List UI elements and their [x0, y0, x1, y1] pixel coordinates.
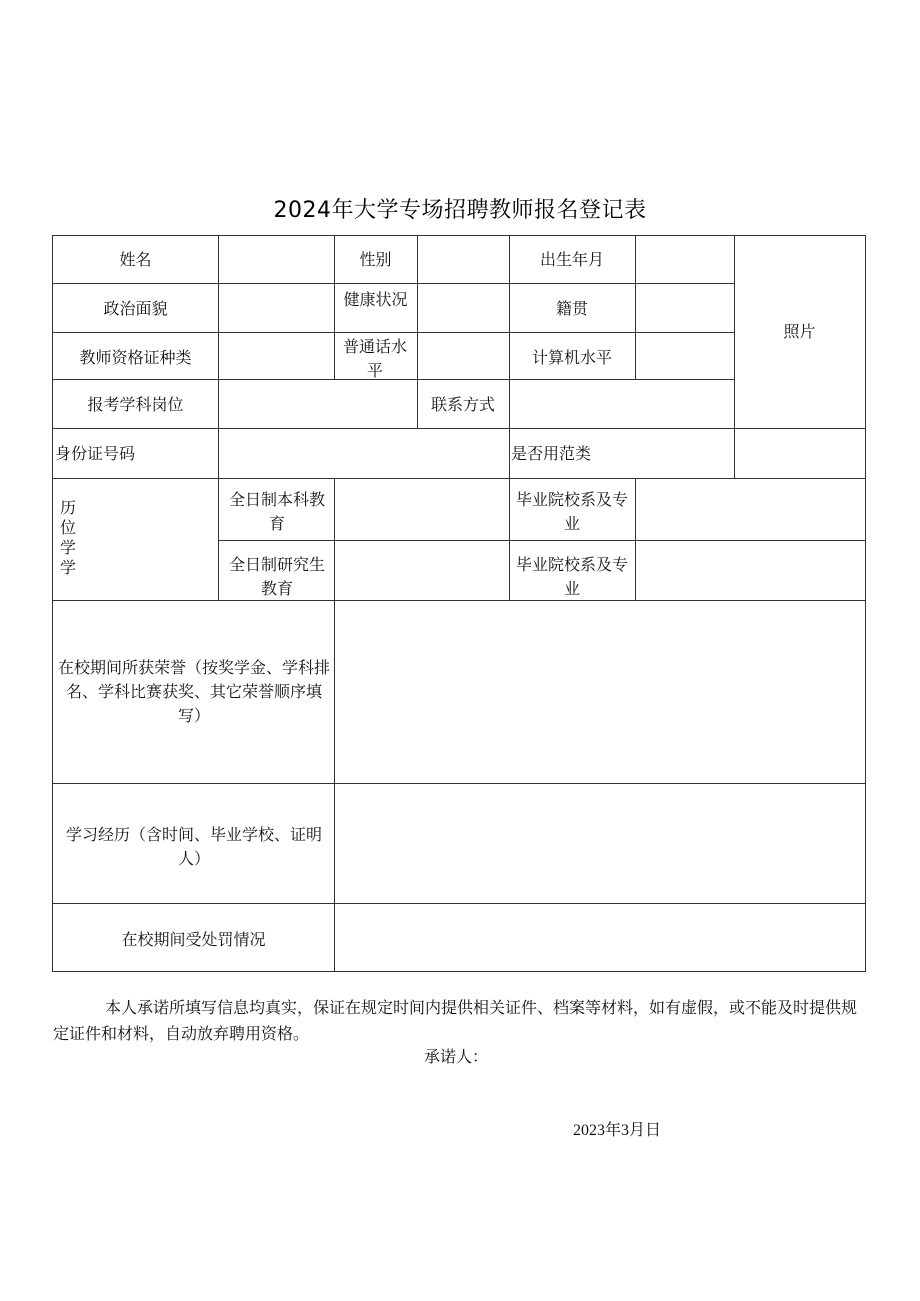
label-education: 历 位 学 学: [60, 498, 77, 577]
label-punishment: 在校期间受处罚情况: [121, 930, 266, 949]
label-cert-type: 教师资格证种类: [79, 348, 192, 367]
input-name[interactable]: [219, 237, 334, 283]
label-birth: 出生年月: [539, 250, 604, 269]
label-honors: 在校期间所获荣誉（按奖学金、学科排名、学科比赛获奖、其它荣誉顺序填写）: [57, 658, 330, 725]
input-graduate-school-graduate[interactable]: [636, 541, 865, 600]
input-honors[interactable]: [335, 601, 865, 783]
pledge-date: 2023年3月日: [573, 1122, 662, 1139]
input-computer[interactable]: [636, 333, 734, 379]
input-health[interactable]: [418, 284, 509, 332]
label-political: 政治面貌: [103, 299, 168, 318]
label-name: 姓名: [119, 250, 152, 269]
label-graduate-school-bachelor: 毕业院校系及专业: [515, 490, 628, 533]
form-title: 2024年大学专场招聘教师报名登记表: [273, 198, 647, 223]
signer-label: 承诺人：: [424, 1047, 489, 1066]
input-normal-class[interactable]: [735, 429, 865, 478]
input-graduate[interactable]: [335, 541, 509, 600]
input-study-history[interactable]: [335, 784, 865, 903]
input-punishment[interactable]: [335, 904, 865, 971]
label-graduate-school-graduate: 毕业院校系及专业: [515, 555, 628, 598]
input-mandarin[interactable]: [418, 333, 509, 379]
label-photo: 照片: [783, 322, 816, 341]
input-political[interactable]: [219, 284, 334, 332]
registration-form: [52, 235, 866, 972]
pledge-text: 本人承诺所填写信息均真实，保证在规定时间内提供相关证件、档案等材料，如有虚假，或不能及时提供规定证件和材料，自动放弃聘用资格。: [53, 998, 858, 1043]
input-gender[interactable]: [418, 237, 509, 283]
input-contact[interactable]: [510, 380, 734, 428]
label-health: 健康状况: [343, 290, 408, 309]
label-id-number: 身份证号码: [55, 444, 136, 463]
label-computer: 计算机水平: [531, 348, 612, 367]
label-fulltime-bachelor: 全日制本科教育: [228, 490, 325, 533]
label-mandarin: 普通话水平: [342, 337, 407, 380]
label-fulltime-graduate: 全日制研究生教育: [228, 555, 325, 598]
label-study-history: 学习经历（含时间、毕业学校、证明人）: [65, 825, 322, 868]
label-normal-class: 是否用范类: [511, 444, 592, 463]
input-bachelor[interactable]: [335, 479, 509, 540]
input-native-place[interactable]: [636, 284, 734, 332]
label-contact: 联系方式: [430, 395, 495, 414]
input-cert-type[interactable]: [219, 333, 334, 379]
input-subject-post[interactable]: [219, 380, 417, 428]
label-subject-post: 报考学科岗位: [87, 395, 184, 414]
input-id-number[interactable]: [219, 429, 509, 478]
label-gender: 性别: [359, 250, 392, 269]
input-graduate-school-bachelor[interactable]: [636, 479, 865, 540]
input-birth[interactable]: [636, 237, 734, 283]
label-native-place: 籍贯: [555, 299, 588, 318]
